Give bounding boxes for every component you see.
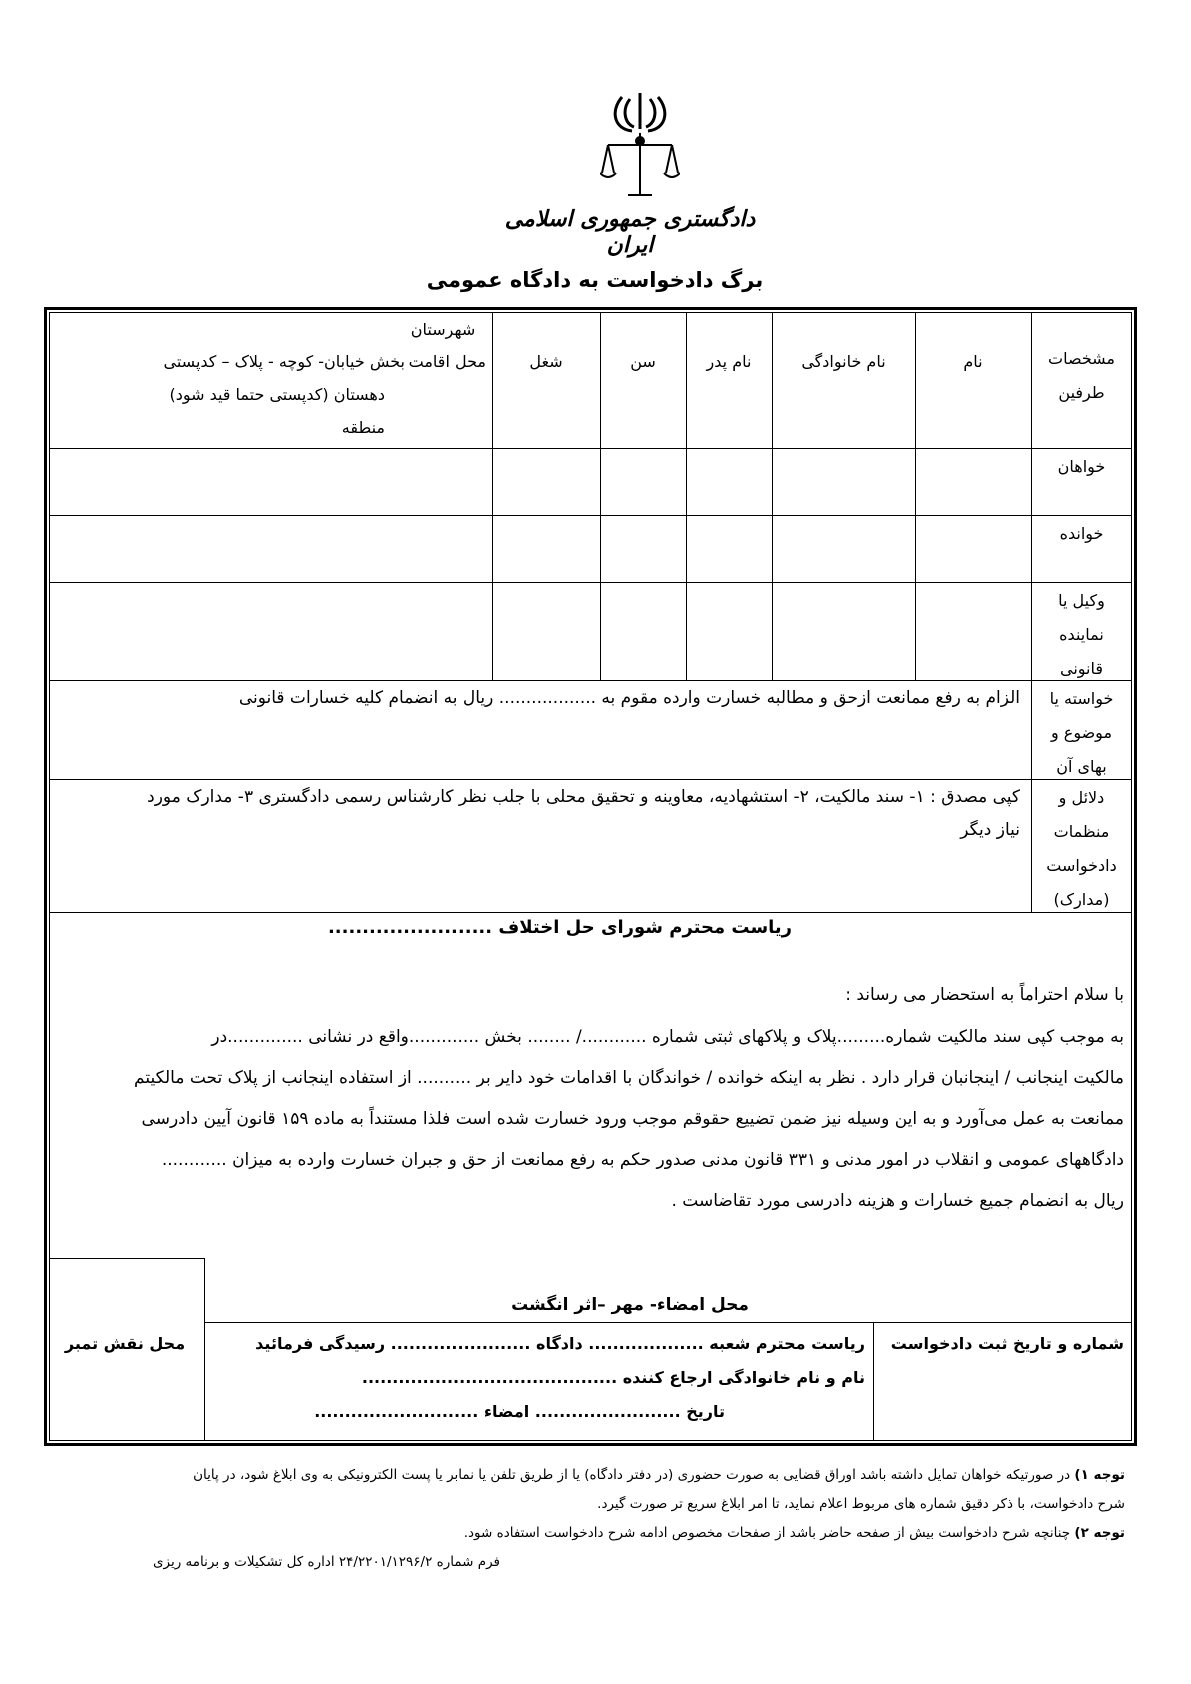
note-1	[80, 1467, 1125, 1483]
org-name: دادگستری جمهوری اسلامی ایران	[504, 206, 756, 258]
petition-line: ریال به انضمام جمیع خسارات و هزینه دادرسی مورد تقاضاست .	[671, 1191, 1124, 1211]
attorney-line: وکیل یا	[1058, 591, 1105, 610]
row-divider	[49, 779, 1132, 780]
signature-divider	[204, 1322, 1132, 1323]
row-divider	[49, 912, 1132, 913]
row-divider	[49, 582, 1132, 583]
referral-line: نام و نام خانوادگی ارجاع کننده ..........................................	[361, 1368, 865, 1387]
note-2	[80, 1525, 1125, 1541]
evidence-label-line: دادخواست	[1046, 856, 1117, 875]
col-header-last-name: نام خانوادگی	[801, 352, 886, 371]
claim-label-line: بهای آن	[1056, 757, 1107, 776]
row-label-attorney	[1031, 584, 1132, 686]
residence-city-label: شهرستان	[410, 320, 476, 339]
note-text: چنانچه شرح دادخواست بیش از صفحه حاضر باشد از صفحات مخصوص ادامه شرح دادخواست استفاده شود.	[463, 1525, 1071, 1541]
petition-address: ریاست محترم شورای حل اختلاف ........................	[327, 917, 793, 938]
petition-greeting: با سلام احتراماً به استحضار می رساند :	[845, 985, 1124, 1005]
referral-line: تاریخ ........................ امضاء ...........................	[314, 1402, 725, 1421]
col-header-age: سن	[630, 352, 656, 371]
row-divider	[49, 515, 1132, 516]
specs-label: مشخصات طرفین	[1048, 349, 1115, 402]
claim-label-line: موضوع و	[1050, 723, 1113, 742]
referral-line: ریاست محترم شعبه ................... دادگاه ....................... رسیدگی فرمائید	[255, 1334, 865, 1353]
form-title: برگ دادخواست به دادگاه عمومی	[426, 268, 764, 292]
petition-line: دادگاههای عمومی و انقلاب در امور مدنی و ۳۳۱ قانون مدنی صدور حکم به رفع ممانعت از حق و جبران خسارت وارده به میزان ............	[161, 1150, 1124, 1170]
stamp-box-divider	[204, 1258, 205, 1441]
evidence-text-line1: کپی مصدق : ۱- سند مالکیت، ۲- استشهادیه، معاوینه و تحقیق محلی با جلب نظر کارشناس رسمی دادگستری ۳- مدارک مورد	[147, 787, 1020, 807]
row-divider	[49, 448, 1132, 449]
petition-line: ممانعت به عمل می‌آورد و به این وسیله نیز ضمن تضییع حقوقم موجب ورود خسارت شده است فلذا مستنداً به ماده ۱۵۹ قانون آیین دادرسی	[141, 1109, 1124, 1129]
petition-line: مالکیت اینجانب / اینجانبان قرار دارد . نظر به اینکه خوانده / خواندگان با اقدامات خود دایر بر .......... از استفاده اینجانب از پلاک تحت مالکیتم	[134, 1068, 1124, 1088]
attorney-line: نماینده	[1059, 625, 1104, 644]
row-divider	[49, 680, 1132, 681]
claim-text: الزام به رفع ممانعت ازحق و مطالبه خسارت وارده مقوم به .................. ریال به انضمام کلیه خسارات قانونی	[238, 688, 1020, 708]
residence-village-line: دهستان (کدپستی حتما قید شود)	[169, 385, 385, 404]
note-text: در صورتیکه خواهان تمایل داشته باشد اوراق قضایی به صورت حضوری (در دفتر دادگاه) یا از طریق تلفن یا نمابر یا پست الکترونیکی به وی ابلاغ شود، در پایان	[193, 1467, 1071, 1483]
row-label-evidence	[1031, 781, 1132, 917]
residence-region-label: منطقه	[341, 418, 385, 437]
evidence-label-line: دلائل و	[1058, 788, 1105, 807]
petition-line: به موجب کپی سند مالکیت شماره.........پلاک و پلاکهای ثبتی شماره ............/ ........ بخش .............واقع در نشانی ..............در	[211, 1027, 1124, 1047]
residence-address-line: بخش خیابان- کوچه - پلاک – کدپستی	[163, 352, 405, 371]
attorney-line: قانونی	[1059, 659, 1104, 678]
signature-label: محل امضاء- مهر –اثر انگشت	[511, 1295, 749, 1315]
form-number: فرم شماره ۲۴/۲۲۰۱/۱۲۹۶/۲ اداره کل تشکیلات و برنامه ریزی	[152, 1554, 500, 1570]
judiciary-emblem	[600, 85, 680, 205]
col-header-father-name: نام پدر	[706, 352, 752, 371]
col-header-first-name: نام	[963, 352, 983, 371]
col-header-job: شغل	[529, 352, 563, 371]
row-label-claim	[1031, 682, 1132, 784]
row-label-defendant: خوانده	[1059, 524, 1104, 543]
claim-label-line: خواسته یا	[1049, 689, 1114, 708]
note-title: توجه ۱)	[1074, 1467, 1125, 1483]
note-1-cont: شرح دادخواست، با ذکر دقیق شماره های مربوط اعلام نماید، تا امر ابلاغ سریع تر صورت گیرد.	[597, 1496, 1125, 1512]
col-header-specs	[1031, 342, 1132, 410]
registration-divider	[873, 1322, 874, 1441]
stamp-label: محل نقش تمبر	[64, 1334, 186, 1353]
note-title: توجه ۲)	[1074, 1525, 1125, 1541]
stamp-box-top	[49, 1258, 204, 1259]
evidence-text-line2: نیاز دیگر	[960, 820, 1020, 840]
row-label-plaintiff: خواهان	[1057, 457, 1106, 476]
evidence-label-line: (مدارک)	[1053, 890, 1110, 909]
evidence-label-line: منظمات	[1053, 822, 1110, 841]
registration-label: شماره و تاریخ ثبت دادخواست	[890, 1334, 1124, 1353]
residence-label: محل اقامت	[408, 352, 486, 371]
form-frame-inner	[49, 312, 1132, 1441]
